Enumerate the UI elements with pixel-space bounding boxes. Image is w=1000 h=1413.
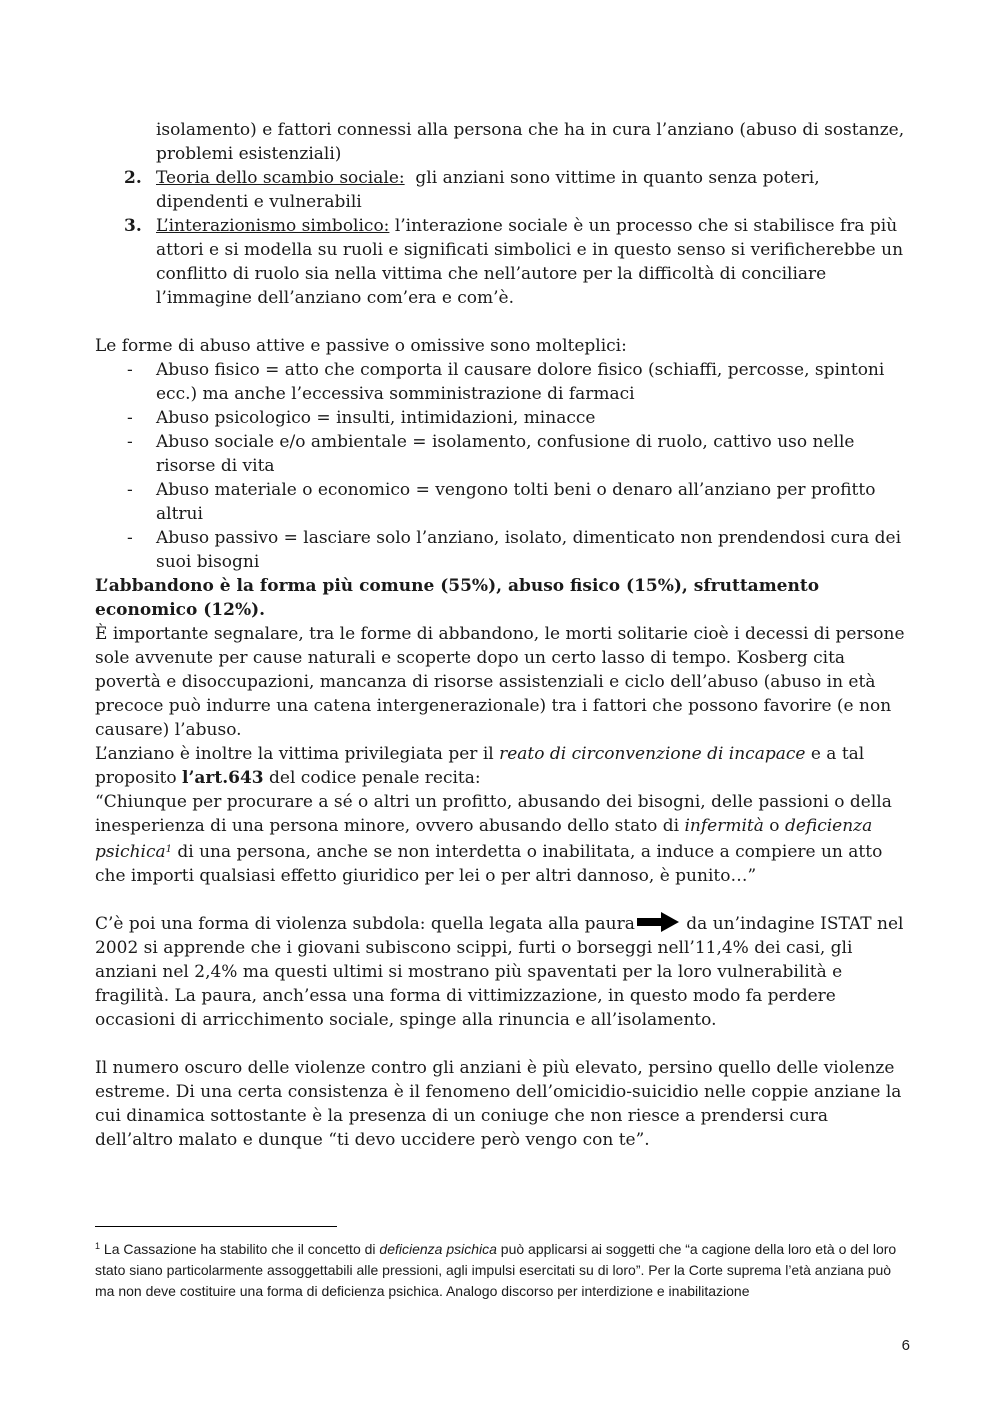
theory-item — [95, 214, 910, 310]
list-number: 3. — [124, 216, 142, 236]
theory-heading: L’interazionismo simbolico: — [156, 216, 390, 236]
bullet-dash: - — [127, 480, 133, 500]
paragraph-important: È importante segnalare, tra le forme di abbandono, le morti solitarie cioè i decessi di persone sole avvenute per cause naturali e scoperte dopo un certo lasso di tempo. Kosberg cita povertà e disoccupazioni, mancanza di risorse assistenziali e ciclo dell’abuso (abuso in età precoce può indurre una catena intergenerazionale) tra i fattori che possono favorire (e non causare) l’abuso. — [95, 624, 905, 740]
list-item — [95, 526, 910, 574]
text-run: o — [763, 816, 785, 836]
list-item — [95, 118, 910, 166]
text-run: L’anziano è inoltre la vittima privilegiata per il — [95, 744, 500, 764]
bullet-dash: - — [127, 432, 133, 452]
right-arrow-icon — [637, 912, 679, 932]
quote-art-643 — [95, 790, 910, 888]
text-run: può applicarsi ai soggetti che “a cagione della loro età o del loro stato siano particolarmente assoggettabili alle pressioni, agli impulsi esercitati su di loro”. Per la Corte suprema l’età anziana può ma non deve costituire una forma di deficienza psichica. Analogo discorso per interdizione e inabilitazione — [95, 1241, 897, 1299]
italic-run: infermità — [684, 816, 764, 836]
forms-intro: Le forme di abuso attive e passive o omissive sono molteplici: — [95, 336, 627, 356]
theory-heading: Teoria dello scambio sociale: — [156, 168, 405, 188]
blank-line — [95, 1032, 910, 1056]
theory-item — [95, 166, 910, 214]
list-item — [95, 406, 910, 430]
text-run: del codice penale recita: — [263, 768, 481, 788]
list-item — [95, 478, 910, 526]
bullet-dash: - — [127, 528, 133, 548]
paragraph-victim — [95, 742, 910, 790]
bullet-dash: - — [127, 360, 133, 380]
footnote-number: 1 — [95, 1241, 101, 1251]
bold-run: l’art.643 — [182, 768, 264, 788]
body-text — [95, 574, 910, 1152]
paragraph-dark-number: Il numero oscuro delle violenze contro gli anziani è più elevato, persino quello delle violenze estreme. Di una certa consistenza è il fenomeno dell’omicidio-suicidio nelle coppie anziane la cui dinamica sottostante è la presenza di un coniuge che non riesce a prendersi cura dell’altro malato e dunque “ti devo uccidere però vengo con te”. — [95, 1058, 902, 1150]
text-run: La Cassazione ha stabilito che il concetto di — [100, 1241, 380, 1257]
footnote-separator — [95, 1226, 337, 1227]
list-item-text: Abuso sociale e/o ambientale = isolamento, confusione di ruolo, cattivo uso nelle risorse di vita — [156, 432, 855, 476]
italic-run: deficienza psichica — [95, 816, 873, 862]
blank-line — [95, 888, 910, 912]
list-continuation — [95, 118, 910, 166]
text-run: di una persona, anche se non interdetta o inabilitata, a induce a compiere un atto che importi qualsiasi effetto giuridico per lei o per altri dannoso, è punito…” — [95, 842, 883, 886]
list-item-text: Abuso psicologico = insulti, intimidazioni, minacce — [156, 408, 596, 428]
paragraph-fear — [95, 912, 910, 1032]
text-run: e a tal proposito — [95, 744, 865, 788]
list-item — [95, 358, 910, 406]
list-item — [95, 430, 910, 478]
list-number: 2. — [124, 168, 142, 188]
list-item-text: isolamento) e fattori connessi alla persona che ha in cura l’anziano (abuso di sostanze, problemi esistenziali) — [156, 120, 905, 164]
text-run: C’è poi una forma di violenza subdola: quella legata alla paura — [95, 914, 635, 934]
italic-run: deficienza psichica — [379, 1241, 497, 1257]
theory-text: l’interazione sociale è un processo che si stabilisce fra più attori e si modella su ruoli e significati simbolici e in questo senso si verificherebbe un conflitto di ruolo sia nella vittima che nell’autore per la difficoltà di conciliare l’immagine dell’anziano com’era e com’è. — [156, 216, 904, 308]
list-item-text: Abuso passivo = lasciare solo l’anziano, isolato, dimenticato non prendendosi cura dei suoi bisogni — [156, 528, 902, 572]
footnote — [95, 1236, 910, 1302]
list-item-text: Abuso materiale o economico = vengono tolti beni o denaro all’anziano per profitto altrui — [156, 480, 876, 524]
text-run: “Chiunque per procurare a sé o altri un profitto, abusando dei bisogni, delle passioni o della inesperienza di una persona minore, ovvero abusando dello stato di — [95, 792, 892, 836]
list-item-text: Abuso fisico = atto che comporta il causare dolore fisico (schiaffi, percosse, spintoni ecc.) ma anche l’eccessiva somministrazione di farmaci — [156, 360, 885, 404]
page-number: 6 — [901, 1337, 910, 1354]
text-run: da un’indagine ISTAT nel 2002 si apprende che i giovani subiscono scippi, furti o borseggi nell’11,4% dei casi, gli anziani nel 2,4% ma questi ultimi si mostrano più spaventati per la loro vulnerabilità e fragilità. La paura, anch’essa una forma di vittimizzazione, in questo modo fa perdere occasioni di arricchimento sociale, spinge alla rinuncia e all’isolamento. — [95, 914, 904, 1030]
theories-list — [95, 166, 910, 310]
theory-text: gli anziani sono vittime in quanto senza poteri, dipendenti e vulnerabili — [156, 168, 826, 212]
abuse-forms-list — [95, 358, 910, 574]
bullet-dash: - — [127, 408, 133, 428]
footnote-reference[interactable]: 1 — [165, 844, 172, 855]
bold-statistic: L’abbandono è la forma più comune (55%), abuso fisico (15%), sfruttamento economico (12%). — [95, 576, 820, 620]
italic-run: reato di circonvenzione di incapace — [499, 744, 806, 764]
